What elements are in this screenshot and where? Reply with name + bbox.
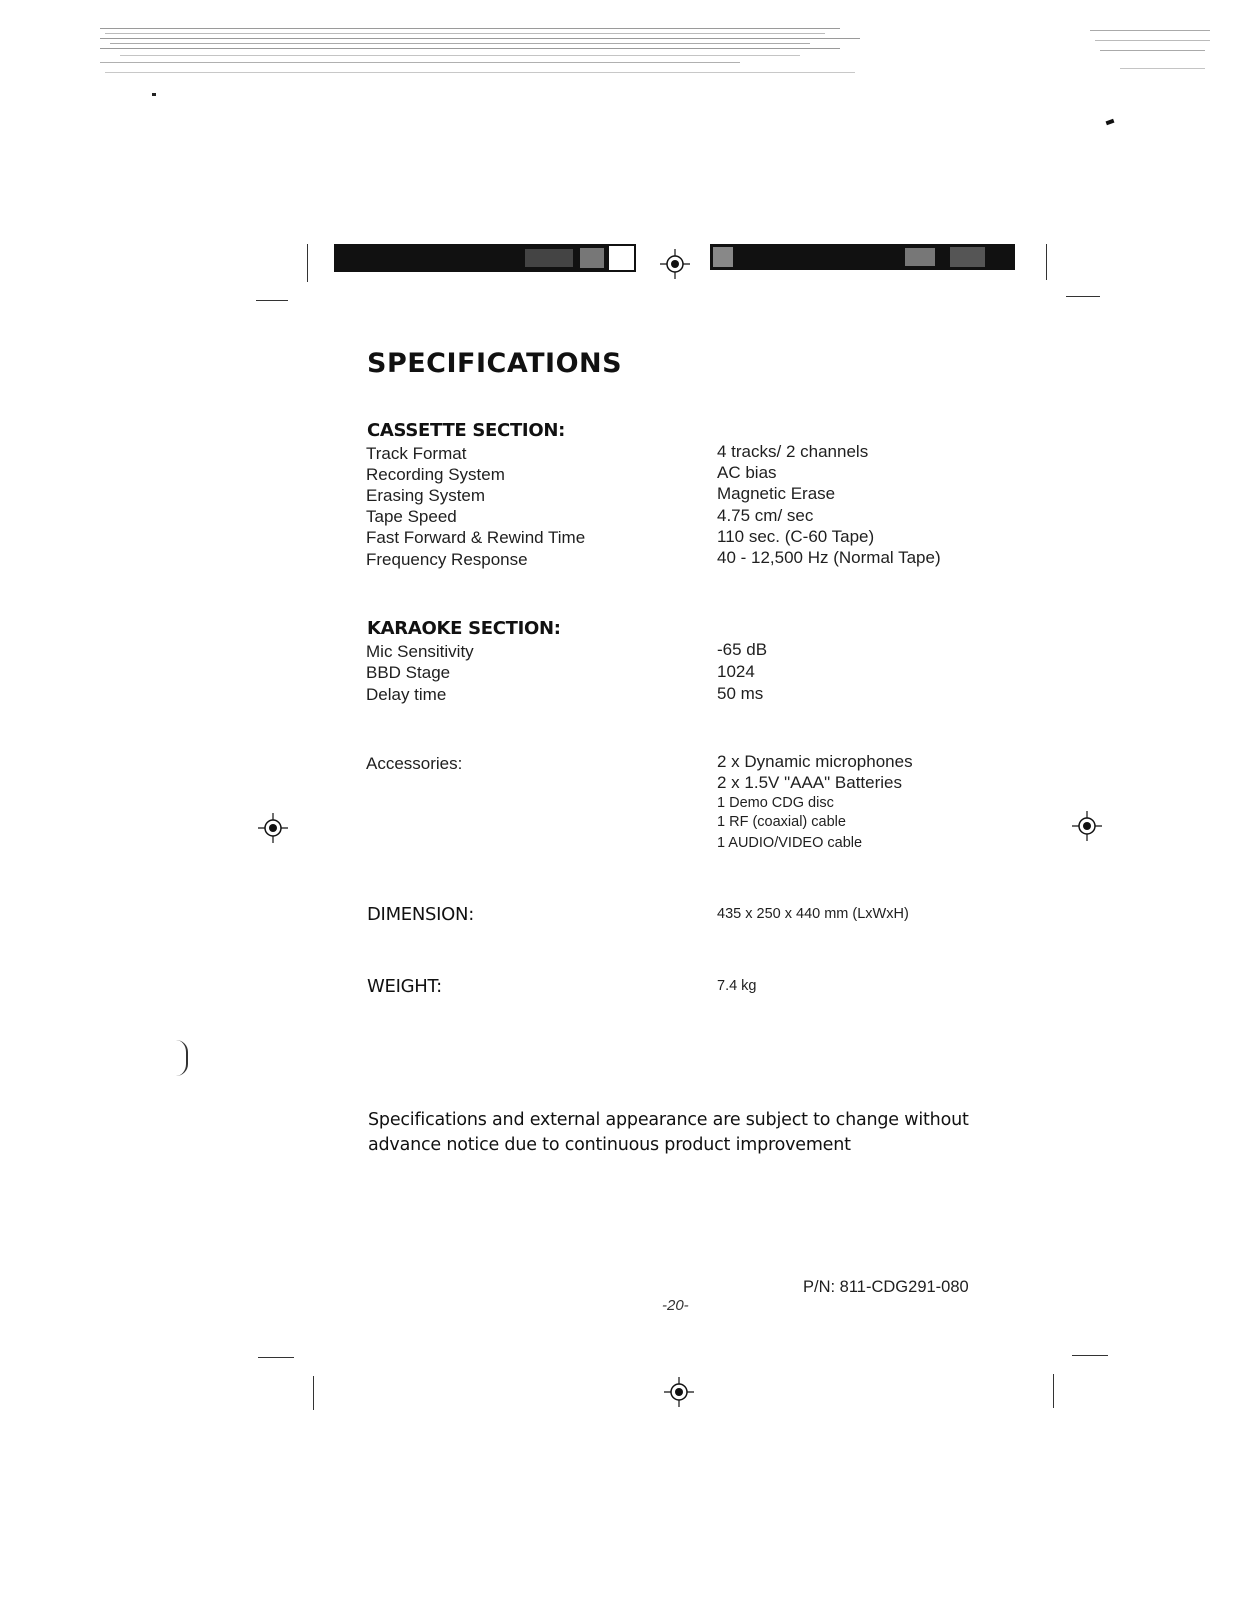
- karaoke-label: Delay time: [366, 685, 447, 704]
- accessory-item: 2 x 1.5V "AAA" Batteries: [717, 773, 902, 792]
- scan-artifact: [176, 1040, 188, 1076]
- header-bar-right: [710, 244, 1015, 270]
- accessory-item: 2 x Dynamic microphones: [717, 752, 913, 771]
- crop-mark-bottom-left-v: [313, 1376, 314, 1410]
- part-number: P/N: 811-CDG291-080: [803, 1278, 969, 1296]
- crop-mark-bottom-right: [1072, 1355, 1108, 1356]
- karaoke-value: 50 ms: [717, 684, 764, 703]
- accessory-item: 1 AUDIO/VIDEO cable: [717, 835, 863, 851]
- page-number: -20-: [662, 1297, 689, 1314]
- dimension-label: DIMENSION:: [367, 904, 474, 925]
- cassette-value: 4.75 cm/ sec: [717, 506, 814, 525]
- header-bar-left: [334, 244, 636, 272]
- header-crop-mark-right: [1046, 244, 1047, 280]
- disclaimer-note: Specifications and external appearance are subject to change without advance notice due to continuous product improvement: [368, 1110, 969, 1155]
- registration-mark-icon: [664, 1377, 694, 1407]
- cassette-label: Track Format: [366, 444, 467, 463]
- cassette-section-heading: CASSETTE SECTION:: [367, 420, 565, 441]
- cassette-value: AC bias: [717, 463, 777, 482]
- karaoke-label: Mic Sensitivity: [366, 642, 474, 661]
- weight-value: 7.4 kg: [717, 978, 757, 994]
- weight-label: WEIGHT:: [367, 976, 442, 997]
- page-title: SPECIFICATIONS: [367, 348, 623, 379]
- registration-mark-icon: [660, 249, 690, 279]
- crop-mark-bottom-left: [258, 1357, 294, 1358]
- cassette-label: Fast Forward & Rewind Time: [366, 528, 586, 547]
- cassette-label: Recording System: [366, 465, 505, 484]
- dimension-value: 435 x 250 x 440 mm (LxWxH): [717, 906, 909, 922]
- crop-mark-bottom-right-v: [1053, 1374, 1054, 1408]
- karaoke-value: -65 dB: [717, 640, 768, 659]
- cassette-value: 110 sec. (C-60 Tape): [717, 527, 875, 546]
- registration-mark-icon: [258, 813, 288, 843]
- accessories-label: Accessories:: [366, 754, 463, 773]
- cassette-label: Frequency Response: [366, 550, 528, 569]
- crop-mark-top-left: [256, 300, 288, 301]
- karaoke-section-heading: KARAOKE SECTION:: [367, 618, 561, 639]
- crop-mark-top-right: [1066, 296, 1100, 297]
- cassette-label: Tape Speed: [366, 507, 457, 526]
- header-crop-mark-left: [307, 244, 308, 282]
- karaoke-value: 1024: [717, 662, 755, 681]
- registration-mark-icon: [1072, 811, 1102, 841]
- cassette-value: 4 tracks/ 2 channels: [717, 442, 869, 461]
- cassette-label: Erasing System: [366, 486, 486, 505]
- cassette-value: 40 - 12,500 Hz (Normal Tape): [717, 548, 941, 567]
- accessory-item: 1 RF (coaxial) cable: [717, 814, 846, 830]
- accessory-item: 1 Demo CDG disc: [717, 795, 834, 811]
- cassette-value: Magnetic Erase: [717, 484, 836, 503]
- karaoke-label: BBD Stage: [366, 663, 451, 682]
